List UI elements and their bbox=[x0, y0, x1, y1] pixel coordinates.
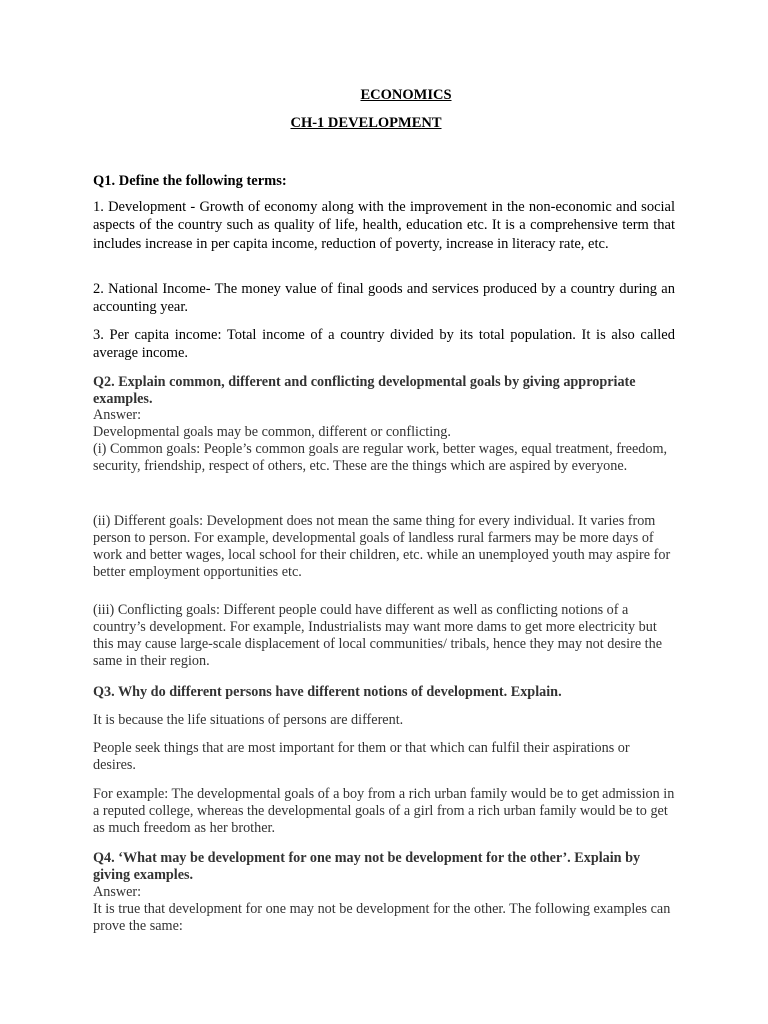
q1-definition-per-capita-income: 3. Per capita income: Total income of a country divided by its total population. It is also called average income. bbox=[93, 327, 675, 362]
q4-question: Q4. ‘What may be development for one may not be development for the other’. Explain by giving examples. bbox=[93, 850, 641, 883]
q2-answer-label: Answer: bbox=[93, 407, 142, 423]
q2-common-goals: (i) Common goals: People’s common goals are regular work, better wages, equal treatment, freedom, security, friendship, respect of others, etc. These are the things which are aspired by everyone. bbox=[93, 441, 668, 474]
q1-question: Q1. Define the following terms: bbox=[93, 173, 287, 189]
q2-different-goals: (ii) Different goals: Development does not mean the same thing for every individual. It varies from person to person. For example, developmental goals of landless rural farmers may be more days of work and better wages, local school for their children, etc. while an unemployed youth may aspire for better employment opportunities etc. bbox=[93, 513, 671, 580]
q3-question: Q3. Why do different persons have different notions of development. Explain. bbox=[93, 684, 562, 700]
q3-paragraph-1: It is because the life situations of persons are different. bbox=[93, 712, 404, 728]
q3-paragraph-2: People seek things that are most important for them or that which can fulfil their aspirations or desires. bbox=[93, 740, 630, 773]
q3-paragraph-3: For example: The developmental goals of a boy from a rich urban family would be to get admission in a reputed college, whereas the developmental goals of a girl from a rich urban family would be to get as much freedom as her brother. bbox=[93, 786, 675, 836]
q2-intro: Developmental goals may be common, different or conflicting. bbox=[93, 424, 451, 440]
subject-heading: ECONOMICS bbox=[360, 87, 452, 103]
q4-paragraph-1: It is true that development for one may not be development for the other. The following examples can prove the same: bbox=[93, 901, 671, 934]
q1-definition-development: 1. Development - Growth of economy along with the improvement in the non-economic and social aspects of the country such as quality of life, health, education etc. It is a comprehensive term that includes increase in per capita income, reduction of poverty, increase in literacy rate, etc. bbox=[93, 199, 675, 252]
q1-definition-national-income: 2. National Income- The money value of final goods and services produced by a country during an accounting year. bbox=[93, 281, 675, 316]
q2-question: Q2. Explain common, different and conflicting developmental goals by giving appropriate examples. bbox=[93, 374, 636, 407]
q4-answer-label: Answer: bbox=[93, 884, 142, 900]
chapter-heading: CH-1 DEVELOPMENT bbox=[290, 115, 442, 131]
q2-conflicting-goals: (iii) Conflicting goals: Different people could have different as well as conflicting notions of a country’s development. For example, Industrialists may want more dams to get more electricity but this may cause large-scale displacement of local communities/ tribals, hence they may not desire the same in their region. bbox=[93, 602, 663, 669]
